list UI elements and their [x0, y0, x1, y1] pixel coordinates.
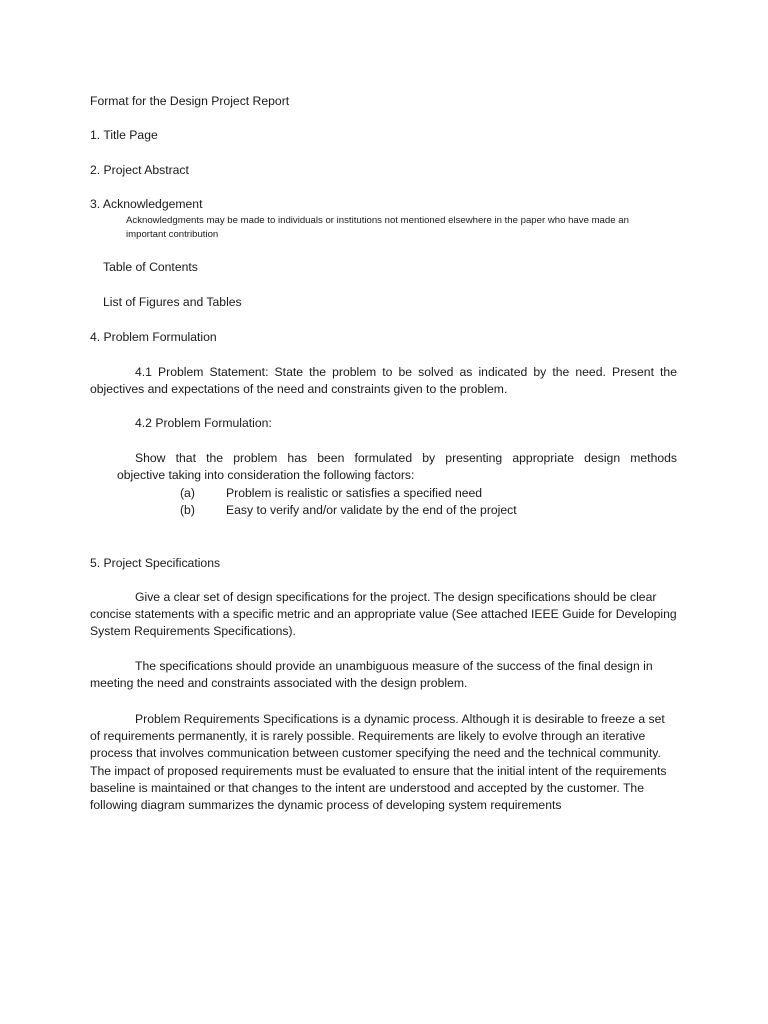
problem-statement-paragraph: 4.1 Problem Statement: State the problem to be solved as indicated by the need. Present the objectives and expectations of the need and constraints given to the problem. — [90, 365, 677, 397]
formulation-paragraph-line-1: Show that the problem has been formulated by presenting appropriate design methods — [135, 451, 677, 465]
factor-label: (b) — [180, 503, 195, 517]
acknowledgement-note-line-2: important contribution — [126, 229, 219, 240]
specifications-paragraph-3: Problem Requirements Specifications is a dynamic process. Although it is desirable to freeze a set of requirements permanently, it is rarely possible. Requirements are likely to evolve through an iterative process that involves communication between customer specifying the need and the technical community. The impact of proposed requirements must be evaluated to ensure that the initial intent of the requirements baseline is maintained or that changes to the intent are understood and accepted by the customer. The following diagram summarizes the dynamic process of developing system requirements — [90, 712, 667, 813]
section-acknowledgement: 3. Acknowledgement — [90, 197, 203, 211]
section-title-page: 1. Title Page — [90, 128, 158, 142]
factor-text: Problem is realistic or satisfies a specified need — [226, 486, 483, 500]
table-of-contents-heading: Table of Contents — [103, 260, 198, 274]
factor-text: Easy to verify and/or validate by the end of the project — [226, 503, 517, 517]
factor-label: (a) — [180, 486, 195, 500]
formulation-paragraph-line-2: objective taking into consideration the following factors: — [117, 468, 415, 482]
specifications-paragraph-1: Give a clear set of design specifications for the project. The design specifications should be clear concise statements with a specific metric and an appropriate value (See attached IEEE Guide for Developing System Requirements Specifications). — [90, 590, 677, 639]
list-of-figures-heading: List of Figures and Tables — [103, 295, 242, 309]
section-problem-formulation: 4. Problem Formulation — [90, 330, 217, 344]
acknowledgement-note-line-1: Acknowledgments may be made to individuals or institutions not mentioned elsewhere in the paper who have made an — [126, 215, 629, 226]
document-title: Format for the Design Project Report — [90, 94, 290, 108]
specifications-paragraph-2: The specifications should provide an unambiguous measure of the success of the final design in meeting the need and constraints associated with the design problem. — [90, 659, 653, 691]
section-project-abstract: 2. Project Abstract — [90, 163, 189, 177]
section-project-specifications: 5. Project Specifications — [90, 556, 221, 570]
problem-formulation-subheading: 4.2 Problem Formulation: — [135, 416, 272, 430]
